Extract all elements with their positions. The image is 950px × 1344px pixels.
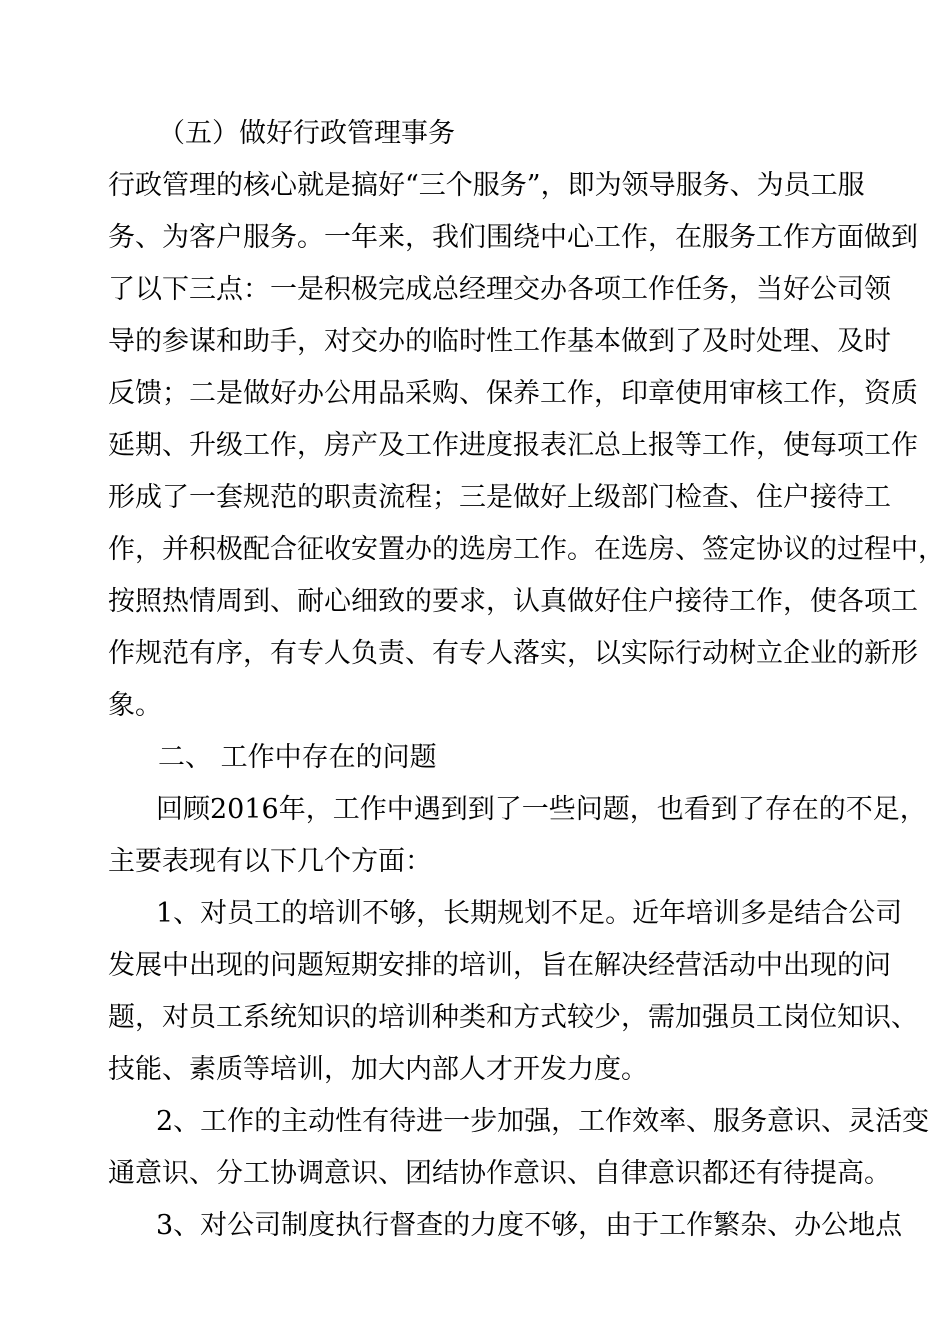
paragraph-line: 发展中出现的问题短期安排的培训，旨在解决经营活动中出现的问: [108, 950, 891, 981]
paragraph-line: 技能、素质等培训，加大内部人才开发力度。: [108, 1054, 648, 1085]
paragraph-line: 按照热情周到、耐心细致的要求，认真做好住户接待工作，使各项工: [108, 586, 918, 617]
paragraph-line: 1、对员工的培训不够，长期规划不足。近年培训多是结合公司: [156, 898, 903, 929]
paragraph-line: 象。: [108, 690, 162, 721]
paragraph-line: 2、工作的主动性有待进一步加强，工作效率、服务意识、灵活变: [156, 1106, 930, 1137]
section-heading: 二、 工作中存在的问题: [158, 742, 437, 773]
paragraph-line: 行政管理的核心就是搞好“三个服务”，即为领导服务、为员工服: [108, 170, 865, 201]
paragraph-line: 作，并积极配合征收安置办的选房工作。在选房、签定协议的过程中，: [108, 534, 945, 565]
paragraph-line: 导的参谋和助手，对交办的临时性工作基本做到了及时处理、及时: [108, 326, 891, 357]
paragraph-line: 务、为客户服务。一年来，我们围绕中心工作，在服务工作方面做到: [108, 222, 918, 253]
paragraph-line: 形成了一套规范的职责流程；三是做好上级部门检查、住户接待工: [108, 482, 891, 513]
paragraph-line: 作规范有序，有专人负责、有专人落实，以实际行动树立企业的新形: [108, 638, 918, 669]
paragraph-line: 通意识、分工协调意识、团结协作意识、自律意识都还有待提高。: [108, 1158, 891, 1189]
paragraph-line: 了以下三点：一是积极完成总经理交办各项工作任务，当好公司领: [108, 274, 891, 305]
subsection-heading: （五）做好行政管理事务: [158, 118, 455, 149]
paragraph-line: 延期、升级工作，房产及工作进度报表汇总上报等工作，使每项工作: [108, 430, 918, 461]
paragraph-line: 3、对公司制度执行督查的力度不够，由于工作繁杂、办公地点: [156, 1210, 903, 1241]
paragraph-line: 主要表现有以下几个方面：: [108, 846, 432, 877]
paragraph-line: 反馈；二是做好办公用品采购、保养工作，印章使用审核工作，资质: [108, 378, 918, 409]
paragraph-line: 回顾2016年，工作中遇到到了一些问题，也看到了存在的不足，: [156, 794, 927, 825]
paragraph-line: 题，对员工系统知识的培训种类和方式较少，需加强员工岗位知识、: [108, 1002, 918, 1033]
